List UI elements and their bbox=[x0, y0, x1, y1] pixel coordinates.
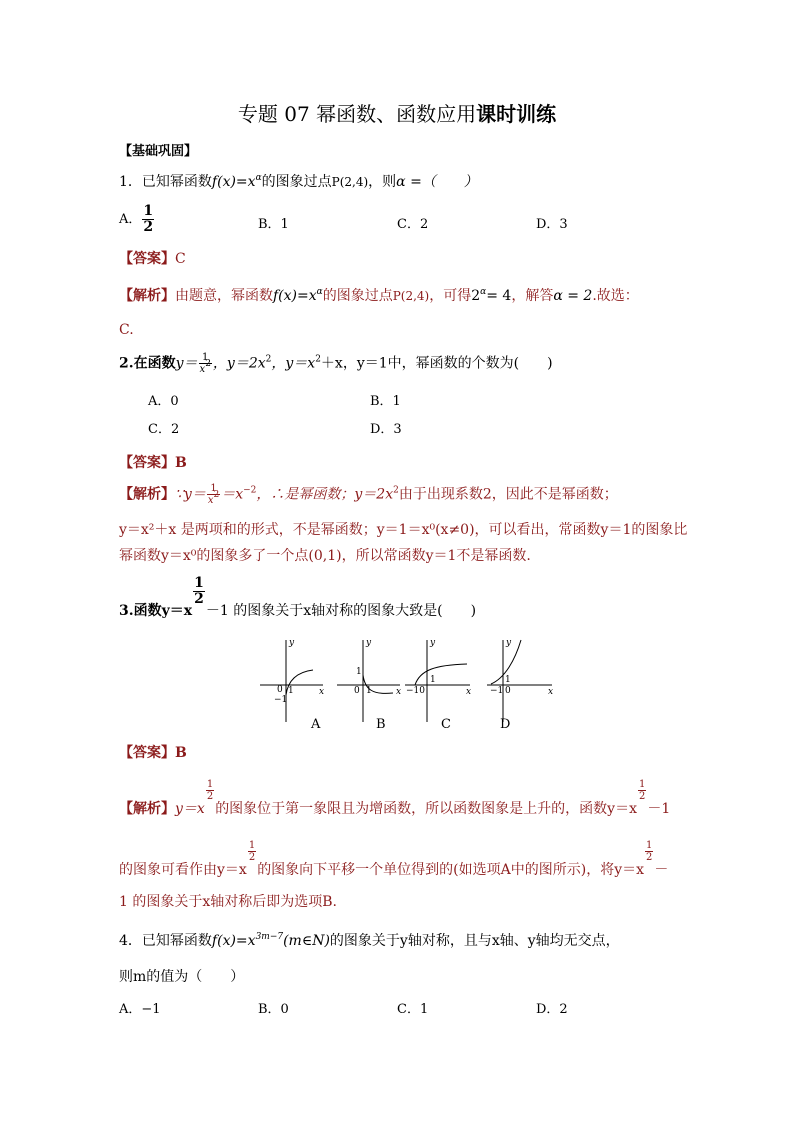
graph-c-y-label: y bbox=[430, 638, 436, 648]
q3-explanation-line1: 【解析】y＝x $\frac{1}{2}$ 的图象位于第一象限且为增函数，所以函数图象是上升的，函数y＝x $\frac{1}{2}$ －1 bbox=[119, 779, 671, 817]
q2-answer: 【答案】B bbox=[119, 455, 187, 471]
q3-label-a[interactable]: A bbox=[311, 717, 321, 732]
page-title: 专题 07 幂函数、函数应用课时训练 bbox=[237, 102, 557, 126]
section-heading: 【基础巩固】 bbox=[119, 144, 198, 159]
q3-label-d[interactable]: D bbox=[500, 717, 511, 732]
graph-c-one: 1 bbox=[430, 675, 436, 685]
graph-d-x-label: x bbox=[548, 687, 554, 697]
q2-explanation-line3: 幂函数y＝x⁰的图象多了一个点(0,1)，所以常函数y＝1不是幂函数. bbox=[119, 548, 531, 564]
graph-c-curve bbox=[415, 664, 467, 685]
q2-explanation-line2: y＝x²＋x 是两项和的形式，不是幂函数；y＝1＝x⁰(x≠0)，可以看出，常函数y＝1的图象比 bbox=[119, 522, 688, 538]
graph-c-x-label: x bbox=[466, 687, 472, 697]
graph-a-y-label: y bbox=[289, 638, 295, 648]
question-2-stem: 2.在函数y＝ $\frac{1}{x^2}$ ，$y=2x^2$，$y=x^2+x$，y＝1中，幂函数的个数为( ) bbox=[119, 352, 553, 375]
question-1-stem: 1．已知幂函数$f(x)=x^\alpha$的图象过点P(2,4)，则α =（ ） bbox=[119, 173, 478, 190]
q1-option-b[interactable]: B．1 bbox=[258, 217, 289, 232]
graph-b-one-x: 1 bbox=[366, 686, 372, 696]
q2-option-c[interactable]: C．2 bbox=[148, 422, 180, 437]
q1-explanation-cont: C. bbox=[119, 322, 134, 338]
q1-option-a[interactable]: A． $\frac{1}{2}$ bbox=[119, 203, 154, 235]
graph-d-y-label: y bbox=[506, 638, 512, 648]
q4-option-d[interactable]: D．2 bbox=[536, 1002, 568, 1017]
question-4-stem-cont: 则m的值为（ ） bbox=[119, 969, 245, 985]
q1-option-d[interactable]: D．3 bbox=[536, 217, 568, 232]
graph-a-zero: 0 bbox=[277, 685, 283, 695]
q4-option-a[interactable]: A．−1 bbox=[119, 1002, 161, 1017]
q4-option-c[interactable]: C．1 bbox=[397, 1002, 429, 1017]
graph-a-one: 1 bbox=[288, 686, 294, 696]
q2-option-b[interactable]: B．1 bbox=[370, 394, 401, 409]
q4-option-b[interactable]: B．0 bbox=[258, 1002, 289, 1017]
graph-b-zero: 0 bbox=[354, 686, 360, 696]
graph-b-one-y: 1 bbox=[356, 667, 362, 677]
question-4-stem: 4．已知幂函数$f(x)=x^{3m-7}(m\in N)$的图象关于y轴对称，且与x轴、y轴均无交点， bbox=[119, 932, 620, 949]
q3-graphs bbox=[255, 632, 560, 732]
question-3-stem: 3.函数y＝x $\frac{1}{2}$ －1 的图象关于x轴对称的图象大致是( ) bbox=[119, 575, 477, 619]
q2-explanation: 【解析】∵y＝ $\frac{1}{x^2}$ $=x^{-2}$，∴是幂函数；$y=2x^2$由于出现系数2，因此不是幂函数； bbox=[119, 483, 618, 506]
graph-c-neg10: −10 bbox=[406, 686, 425, 696]
graph-a-neg1: −1 bbox=[274, 695, 288, 705]
q2-option-d[interactable]: D．3 bbox=[370, 422, 402, 437]
graph-b-x-label: x bbox=[396, 687, 402, 697]
q1-option-c[interactable]: C．2 bbox=[397, 217, 429, 232]
q3-explanation-line3: 1 的图象关于x轴对称后即为选项B. bbox=[119, 894, 337, 910]
graph-d-neg1: −1 bbox=[490, 686, 504, 696]
graph-d-one: 1 bbox=[505, 675, 511, 685]
q3-answer: 【答案】B bbox=[119, 745, 187, 761]
q1-explanation: 【解析】由题意，幂函数$f(x)=x^\alpha$的图象过点P(2,4)，可得$2^\alpha= 4$，解答α = 2.故选： bbox=[119, 287, 639, 304]
q3-label-b[interactable]: B bbox=[376, 717, 386, 732]
graph-b-y-label: y bbox=[366, 638, 372, 648]
graph-a-x-label: x bbox=[319, 687, 325, 697]
q3-label-c[interactable]: C bbox=[441, 717, 451, 732]
q3-explanation-line2: 的图象可看作由y＝x $\frac{1}{2}$ 的图象向下平移一个单位得到的(如选项A中的图所示)，将y＝x $\frac{1}{2}$ － bbox=[119, 840, 669, 878]
q2-option-a[interactable]: A．0 bbox=[148, 394, 179, 409]
q1-answer: 【答案】C bbox=[119, 251, 186, 267]
graph-d-zero: 0 bbox=[505, 686, 511, 696]
